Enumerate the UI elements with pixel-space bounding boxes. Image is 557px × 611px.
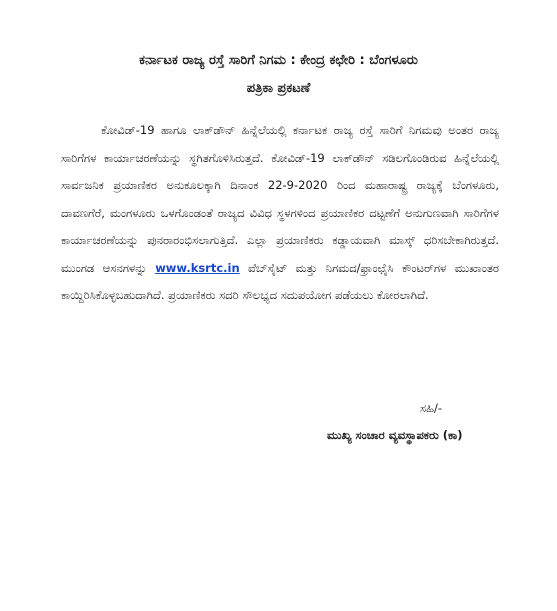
body-text-part-2: ವೆಬ್‌ಸೈಟ್ ಮತ್ತು ನಿಗಮದ/ಫ್ರಾಂಛೈಸಿ ಕೌಂಟರ್‌ಗಳ ಮುಖಾಂತರ ಕಾಯ್ದಿರಿಸಿಕೊಳ್ಳಬಹುದಾಗಿದೆ. ಪ್ರಯಾಣಿಕರು ಸದರಿ ಸೌಲಭ್ಯದ ಸದುಪಯೋಗ ಪಡೆಯಲು ಕೋರಲಾಗಿದೆ. (61, 260, 499, 302)
signatory-designation: ಮುಖ್ಯ ಸಂಚಾರ ವ್ಯವಸ್ಥಾಪಕರು (ಕಾ) (327, 428, 463, 442)
ksrtc-website-link[interactable]: www.ksrtc.in (155, 260, 240, 275)
signature-label: ಸಹಿ/- (420, 401, 443, 415)
document-subtitle: ಪತ್ರಿಕಾ ಪ್ರಕಟಣೆ (246, 81, 311, 96)
body-paragraph (61, 117, 499, 310)
body-text-part-1: ಕೋವಿಡ್-19 ಹಾಗೂ ಲಾಕ್‌ಡೌನ್ ಹಿನ್ನೆಲೆಯಲ್ಲಿ ಕರ್ನಾಟಕ ರಾಜ್ಯ ರಸ್ತೆ ಸಾರಿಗೆ ನಿಗಮವು ಅಂತರ ರಾಜ್ಯ ಸಾರಿಗೆಗಳ ಕಾರ್ಯಾಚರಣೆಯನ್ನು ಸ್ಥಗಿತಗೊಳಿಸಿರುತ್ತದೆ. ಕೋವಿಡ್-19 ಲಾಕ್‌ಡೌನ್ ಸಡಿಲಗೊಂಡಿರುವ ಹಿನ್ನೆಲೆಯಲ್ಲಿ ಸಾರ್ವಜನಿಕ ಪ್ರಯಾಣಿಕರ ಅನುಕೂಲಕ್ಕಾಗಿ ದಿನಾಂಕ 22-9-2020 ರಿಂದ ಮಹಾರಾಷ್ಟ್ರ ರಾಜ್ಯಕ್ಕೆ ಬೆಂಗಳೂರು, ದಾವಣಗೆರೆ, ಮಂಗಳೂರು ಒಳಗೊಂಡಂತೆ ರಾಜ್ಯದ ವಿವಿಧ ಸ್ಥಳಗಳಿಂದ ಪ್ರಯಾಣಿಕರ ದಟ್ಟಣೆಗೆ ಅನುಗುಣವಾಗಿ ಸಾರಿಗೆಗಳ ಕಾರ್ಯಾಚರಣೆಯನ್ನು ಪುನರಾರಂಭಿಸಲಾಗುತ್ತಿದೆ. ಎಲ್ಲಾ ಪ್ರಯಾಣಿಕರು ಕಡ್ಡಾಯವಾಗಿ ಮಾಸ್ಕ್ ಧರಿಸಬೇಕಾಗಿರುತ್ತದೆ. ಮುಂಗಡ ಆಸನಗಳನ್ನು (61, 123, 499, 275)
document-title: ಕರ್ನಾಟಕ ರಾಜ್ಯ ರಸ್ತೆ ಸಾರಿಗೆ ನಿಗಮ : ಕೇಂದ್ರ ಕಛೇರಿ : ಬೆಂಗಳೂರು (139, 53, 418, 68)
